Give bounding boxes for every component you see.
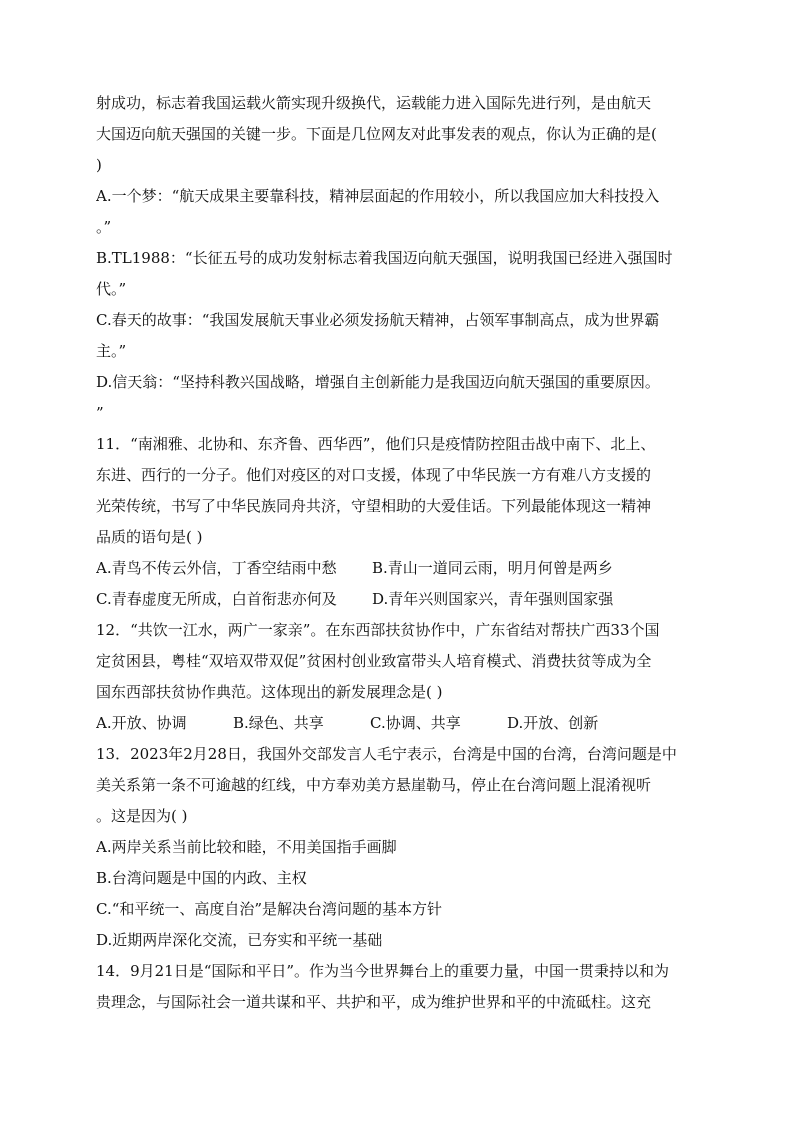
question-10-option-a-cont: 。” <box>96 218 112 236</box>
question-11-stem-line: 光荣传统，书写了中华民族同舟共济，守望相助的大爱佳话。下列最能体现这一精神 <box>96 497 652 515</box>
question-12 <box>96 615 698 739</box>
question-13-option-a: A.两岸关系当前比较和睦，不用美国指手画脚 <box>96 838 397 856</box>
question-14 <box>96 956 698 1018</box>
question-12-option-b: B.绿色、共享 <box>233 714 324 732</box>
question-10-stem-line: ) <box>96 156 102 174</box>
question-11-option-a: A.青鸟不传云外信，丁香空结雨中愁 <box>96 559 337 577</box>
question-11 <box>96 429 698 615</box>
question-12-stem-line: 国东西部扶贫协作典范。这体现出的新发展理念是( ) <box>96 683 443 701</box>
question-11-options-row <box>96 584 698 615</box>
question-10-option-b-cont: 代。” <box>96 280 127 298</box>
question-10-option-c-cont: 主。” <box>96 342 127 360</box>
question-10-option-b: B.TL1988：“长征五号的成功发射标志着我国迈向航天强国，说明我国已经进入强国时 <box>96 249 673 267</box>
question-13-stem-line: 13．2023年2月28日，我国外交部发言人毛宁表示，台湾是中国的台湾，台湾问题是中 <box>96 745 677 763</box>
question-13-stem-line: 。这是因为( ) <box>96 807 188 825</box>
question-12-stem-line: 定贫困县，粤桂“双培双带双促”贫困村创业致富带头人培育模式、消费扶贫等成为全 <box>96 652 652 670</box>
question-11-option-b: B.青山一道同云雨，明月何曾是两乡 <box>372 559 613 577</box>
question-13-option-d: D.近期两岸深化交流，已夯实和平统一基础 <box>96 931 383 949</box>
question-14-stem-line: 贵理念，与国际社会一道共谋和平、共护和平，成为维护世界和平的中流砥柱。这充 <box>96 993 652 1011</box>
question-11-option-d: D.青年兴则国家兴，青年强则国家强 <box>372 590 614 608</box>
question-11-stem-line: 东进、西行的一分子。他们对疫区的对口支援，体现了中华民族一方有难八方支援的 <box>96 466 652 484</box>
question-13-option-c: C.“和平统一、高度自治”是解决台湾问题的基本方针 <box>96 900 443 918</box>
question-12-option-a: A.开放、协调 <box>96 714 187 732</box>
question-11-stem-line: 品质的语句是( ) <box>96 528 203 546</box>
question-10 <box>96 88 698 429</box>
question-10-option-d-cont: ” <box>96 404 104 422</box>
question-13-stem-line: 美关系第一条不可逾越的红线，中方奉劝美方悬崖勒马，停止在台湾问题上混淆视听 <box>96 776 652 794</box>
question-11-stem-line: 11．“南湘雅、北协和、东齐鲁、西华西”，他们只是疫情防控阻击战中南下、北上、 <box>96 435 656 453</box>
question-12-stem-line: 12．“共饮一江水，两广一家亲”。在东西部扶贫协作中，广东省结对帮扶广西33个国 <box>96 621 660 639</box>
question-10-option-c: C.春天的故事：“我国发展航天事业必须发扬航天精神，占领军事制高点，成为世界霸 <box>96 311 660 329</box>
question-11-options-row <box>96 553 698 584</box>
question-10-option-d: D.信天翁：“坚持科教兴国战略，增强自主创新能力是我国迈向航天强国的重要原因。 <box>96 373 660 391</box>
question-11-option-c: C.青春虚度无所成，白首衔悲亦何及 <box>96 590 337 608</box>
question-13 <box>96 739 698 956</box>
question-10-stem-line: 大国迈向航天强国的关键一步。下面是几位网友对此事发表的观点，你认为正确的是( <box>96 125 657 143</box>
question-10-stem-line: 射成功，标志着我国运载火箭实现升级换代，运载能力进入国际先进行列，是由航天 <box>96 94 652 112</box>
question-12-options-row <box>96 708 698 739</box>
question-13-option-b: B.台湾问题是中国的内政、主权 <box>96 869 307 887</box>
question-12-option-d: D.开放、创新 <box>507 714 599 732</box>
question-12-option-c: C.协调、共享 <box>370 714 461 732</box>
question-10-option-a: A.一个梦：“航天成果主要靠科技，精神层面起的作用较小，所以我国应加大科技投入 <box>96 187 660 205</box>
question-14-stem-line: 14．9月21日是“国际和平日”。作为当今世界舞台上的重要力量，中国一贯秉持以和为 <box>96 962 670 980</box>
